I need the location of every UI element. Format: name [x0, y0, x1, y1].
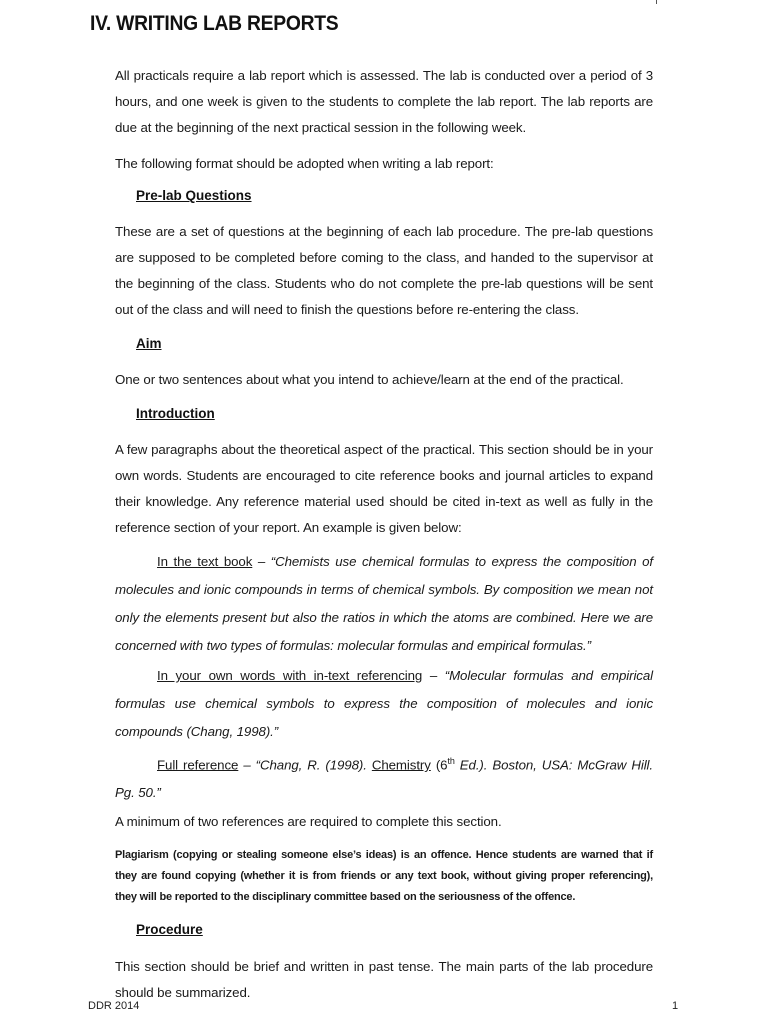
- textbook-example: [115, 548, 653, 660]
- full-reference-example: [115, 747, 653, 807]
- own-words-example-quote: – “Molecular formulas and empirical formulas use chemical symbols to express the composition of molecules and ionic compounds (Chang, 1998).”: [115, 668, 653, 739]
- procedure-heading: Procedure: [136, 922, 203, 937]
- full-reference-part1: – “Chang, R. (1998).: [238, 757, 372, 773]
- introduction-heading: Introduction: [136, 406, 215, 421]
- full-reference-book-title: Chemistry: [371, 757, 431, 773]
- full-reference-label: Full reference: [157, 757, 239, 773]
- section-title: IV. WRITING LAB REPORTS: [90, 12, 339, 35]
- format-sentence: The following format should be adopted when writing a lab report:: [115, 156, 494, 171]
- textbook-example-quote: – “Chemists use chemical formulas to express the composition of molecules and ionic compounds in terms of chemical symbols. By composition we mean not only the elements present but also the ratios in which the atoms are combined. Here we are concerned with two types of formulas: molecular formulas and empirical formulas.”: [115, 554, 653, 653]
- own-words-example: [115, 662, 653, 746]
- page-number: 1: [672, 1000, 679, 1012]
- procedure-text: This section should be brief and written in past tense. The main parts of the lab procedure should be summarized.: [115, 959, 653, 1000]
- aim-heading: Aim: [136, 336, 162, 351]
- footer-label: DDR 2014: [88, 1000, 140, 1012]
- full-reference-part2: Ed.). Boston, USA: McGraw Hill. Pg. 50.”: [115, 757, 653, 801]
- intro-paragraph: All practicals require a lab report which is assessed. The lab is conducted over a period of 3 hours, and one week is given to the students to complete the lab report. The lab reports are due at the beginning of the next practical session in the following week.: [115, 68, 653, 135]
- textbook-example-label: In the text book: [157, 554, 253, 569]
- full-reference-edition-sup: th: [447, 756, 455, 766]
- own-words-example-label: In your own words with in-text referencing: [157, 668, 423, 683]
- prelab-text: These are a set of questions at the beginning of each lab procedure. The pre-lab questions are supposed to be completed before coming to the class, and handed to the supervisor at the beginning of the class. Students who do not complete the pre-lab questions will be sent out of the class and will need to finish the questions before re-entering the class.: [115, 224, 653, 317]
- plagiarism-warning: Plagiarism (copying or stealing someone else’s ideas) is an offence. Hence students are warned that if they are found copying (whether it is from friends or any text book, without giving proper referencing), they will be reported to the disciplinary committee based on the seriousness of the offence.: [115, 849, 653, 903]
- introduction-text: A few paragraphs about the theoretical aspect of the practical. This section should be in your own words. Students are encouraged to cite reference books and journal articles to expand their knowledge. Any reference material used should be cited in-text as well as fully in the reference section of your report. An example is given below:: [115, 442, 653, 535]
- prelab-heading: Pre-lab Questions: [136, 188, 252, 203]
- aim-text: One or two sentences about what you intend to achieve/learn at the end of the practical.: [115, 372, 624, 387]
- full-reference-edition-open: (6: [430, 757, 448, 773]
- page-edge-mark: [656, 0, 657, 4]
- min-refs-note: A minimum of two references are required to complete this section.: [115, 814, 502, 829]
